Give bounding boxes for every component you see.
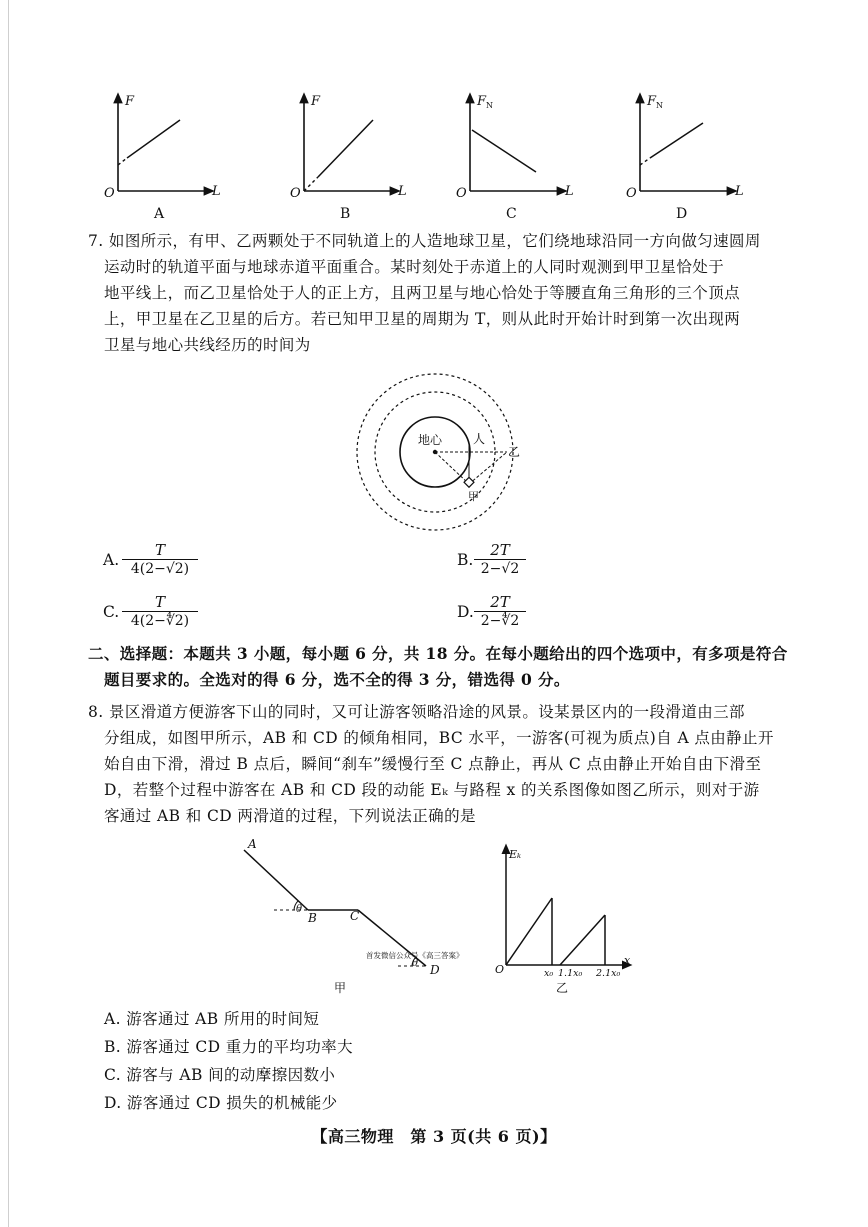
q8-tick-x0: x₀ (544, 968, 554, 979)
q8-fig-left-caption: 甲 (334, 981, 347, 995)
q7-option-c-den: 4(2−∜2) (122, 611, 198, 629)
q8-slide-figure (244, 837, 440, 995)
q7-line-5: 卫星与地心共线经历的时间为 (104, 336, 311, 354)
q8-stem (88, 699, 774, 829)
q7-stem (88, 228, 761, 358)
q8-figures (230, 832, 650, 1000)
section-2-line-1: 二、选择题：本题共 3 小题，每小题 6 分，共 18 分。在每小题给出的四个选项中，有多项是符合 (88, 644, 788, 663)
q7-option-b (474, 541, 526, 577)
graph-c-origin: O (456, 186, 467, 201)
q8-point-d: D (430, 963, 440, 977)
q7-option-a-den: 4(2−√2) (122, 559, 198, 577)
q7-line-1: 7. 如图所示，有甲、乙两颗处于不同轨道上的人造地球卫星，它们绕地球沿同一方向做匀速圆周 (88, 232, 761, 250)
graph-c-y-sub: N (486, 101, 493, 110)
q7-option-d (474, 593, 526, 629)
graph-c-caption: C (506, 206, 517, 222)
graph-b (290, 94, 407, 222)
q7-sat-a-label: 甲 (468, 490, 479, 503)
q7-option-b-den: 2−√2 (474, 559, 526, 577)
q7-option-c (122, 593, 198, 629)
q8-point-b: B (308, 911, 317, 925)
q8-ek-graph (495, 848, 631, 995)
section-2-heading (88, 641, 788, 693)
graph-c-x-label: L (565, 184, 574, 199)
q8-angle-1: θ (296, 904, 303, 915)
graph-b-origin: O (290, 186, 301, 201)
q8-line-4: D，若整个过程中游客在 AB 和 CD 段的动能 Eₖ 与路程 x 的关系图像如图乙所示，则对于游 (104, 781, 760, 799)
q8-ek-y-label: Eₖ (509, 848, 522, 861)
graph-a-y-label: F (125, 94, 135, 109)
graph-a-x-label: L (212, 184, 221, 199)
q7-option-a-num: T (154, 541, 165, 559)
q8-line-1: 8. 景区滑道方便游客下山的同时，又可让游客领略沿途的风景。设某景区内的一段滑道由三部 (88, 703, 745, 721)
q7-sat-b-label: 乙 (508, 445, 521, 459)
q8-options (104, 1005, 353, 1117)
graph-c-y-label: F (477, 94, 487, 109)
q7-option-a (122, 541, 198, 577)
graph-d-y-label: F (647, 94, 657, 109)
graph-a-caption: A (154, 206, 165, 222)
graph-d-x-label: L (735, 184, 744, 199)
q8-option-d: D. 游客通过 CD 损失的机械能少 (104, 1094, 338, 1112)
q7-line-3: 地平线上，而乙卫星恰处于人的正上方，且两卫星与地心恰处于等腰直角三角形的三个顶点 (104, 284, 741, 302)
q8-point-c: C (350, 909, 360, 923)
q8-point-a: A (248, 837, 257, 851)
q8-line-5: 客通过 AB 和 CD 两滑道的过程，下列说法正确的是 (104, 807, 476, 825)
q7-line-2: 运动时的轨道平面与地球赤道平面重合。某时刻处于赤道上的人同时观测到甲卫星恰处于 (104, 258, 725, 276)
q8-tick-2-1x0: 2.1x₀ (596, 968, 621, 979)
q8-option-a: A. 游客通过 AB 所用的时间短 (104, 1010, 320, 1028)
q8-ek-x-label: x (624, 954, 631, 967)
section-2-line-2: 题目要求的。全选对的得 6 分，选不全的得 3 分，错选得 0 分。 (104, 670, 570, 689)
q8-option-b: B. 游客通过 CD 重力的平均功率大 (104, 1038, 353, 1056)
graph-b-caption: B (340, 206, 351, 222)
q8-angle-2: θ (412, 958, 419, 969)
q7-person-label: 人 (473, 432, 486, 446)
q7-option-c-label: C. (103, 603, 120, 621)
graph-a (104, 94, 221, 222)
q7-option-c-num: T (154, 593, 165, 611)
q8-watermark: 首发微信公众号《高三答案》 (366, 951, 464, 960)
q7-option-d-den: 2−∜2 (474, 611, 526, 629)
q7-option-b-num: 2T (490, 541, 510, 559)
graph-d-y-sub: N (656, 101, 663, 110)
q8-option-c: C. 游客与 AB 间的动摩擦因数小 (104, 1066, 336, 1084)
q8-line-2: 分组成，如图甲所示，AB 和 CD 的倾角相同，BC 水平，一游客(可视为质点)自 A 点由静止开 (104, 729, 774, 747)
q7-option-b-label: B. (457, 551, 474, 569)
q7-option-a-label: A. (103, 551, 120, 569)
q7-line-4: 上，甲卫星在乙卫星的后方。若已知甲卫星的周期为 T，则从此时开始计时到第一次出现两 (104, 310, 741, 328)
q8-tick-1-1x0: 1.1x₀ (558, 968, 583, 979)
page-footer: 【高三物理 第 3 页(共 6 页)】 (311, 1127, 557, 1146)
graph-d (626, 94, 744, 222)
graph-a-origin: O (104, 186, 115, 201)
q8-fig-right-caption: 乙 (556, 981, 569, 995)
q7-orbit-diagram (355, 372, 525, 537)
graph-b-x-label: L (398, 184, 407, 199)
q8-line-3: 始自由下滑，滑过 B 点后，瞬间“刹车”缓慢行至 C 点静止，再从 C 点由静止开始自由下滑至 (104, 755, 762, 773)
graph-c (456, 94, 574, 222)
graph-d-origin: O (626, 186, 637, 201)
q8-ek-origin: O (495, 963, 505, 976)
graph-b-y-label: F (311, 94, 321, 109)
graph-d-caption: D (676, 206, 688, 222)
q7-option-d-label: D. (457, 603, 474, 621)
q6-graphs (0, 85, 868, 230)
q7-center-label: 地心 (418, 433, 443, 447)
q7-option-d-num: 2T (490, 593, 510, 611)
